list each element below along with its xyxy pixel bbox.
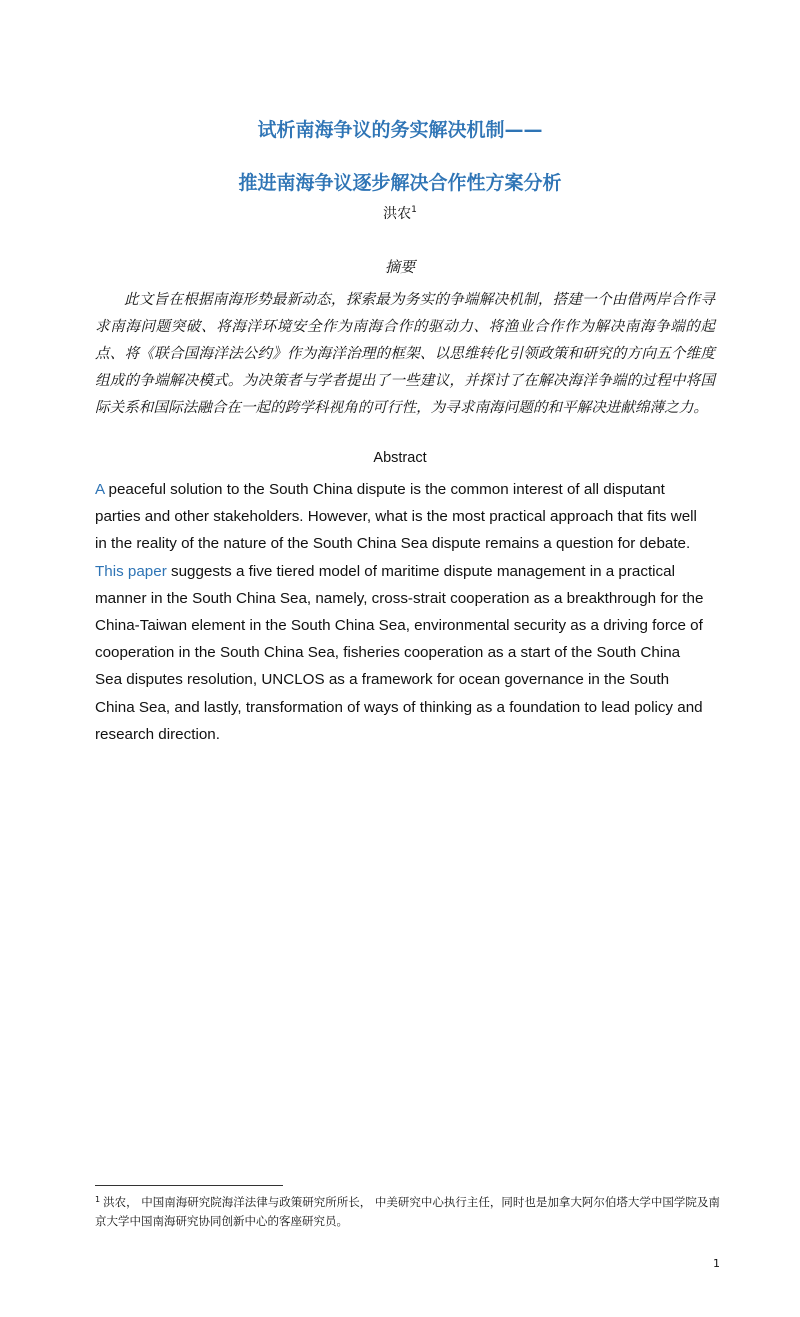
abstract-en-heading: Abstract <box>373 450 427 466</box>
footnote <box>95 1190 720 1231</box>
author-footnote-mark[interactable]: 1 <box>411 205 417 215</box>
abstract-zh-body: 此文旨在根据南海形势最新动态，探索最为务实的争端解决机制，搭建一个由借两岸合作寻求南海问题突破、将海洋环境安全作为南海合作的驱动力、将渔业合作作为解决南海争端的起点、将《联合国海洋法公约》作为海洋治理的框架、以思维转化引领政策和研究的方向五个维度组成的争端解决模式。为决策者与学者提出了一些建议，并探讨了在解决海洋争端的过程中将国际关系和国际法融合在一起的跨学科视角的可行性，为寻求南海问题的和平解决进献绵薄之力。 <box>95 291 715 416</box>
author-name: 洪农 <box>383 206 412 222</box>
abstract-en-highlight: This paper <box>95 562 167 580</box>
abstract-en-text-1: peaceful solution to the South China dispute is the common interest of all disputant parties and other stakeholders. However, what is the most practical approach that fits well in the reality of the nature of the South China Sea dispute remains a question for debate. <box>95 481 697 553</box>
title-line-2: 推进南海争议逐步解决合作性方案分析 <box>238 172 562 194</box>
footnote-separator <box>95 1185 283 1186</box>
footnote-text: 洪农， 中国南海研究院海洋法律与政策研究所所长， 中美研究中心执行主任，同时也是加拿大阿尔伯塔大学中国学院及南京大学中国南海研究协同创新中心的客座研究员。 <box>95 1195 720 1228</box>
author <box>0 203 800 223</box>
abstract-en-lead: A <box>95 481 105 498</box>
abstract-zh-heading: 摘要 <box>384 258 415 276</box>
title-line-1: 试析南海争议的务实解决机制—— <box>257 119 543 141</box>
abstract-en-text-2: suggests a five tiered model of maritime dispute management in a practical manner in the South China Sea, namely, cross-strait cooperation as a breakthrough for the China-Taiwan element in the South China Sea, environmental security as a driving force of cooperation in the South China Sea, fisheries cooperation as a start of the South China Sea disputes resolution, UNCLOS as a framework for ocean governance in the South China Sea, and lastly, transformation of ways of thinking as a foundation to lead policy and research direction. <box>95 562 704 743</box>
abstract-en-body <box>95 476 707 748</box>
footnote-mark: 1 <box>95 1195 101 1204</box>
page-number: 1 <box>713 1257 720 1270</box>
